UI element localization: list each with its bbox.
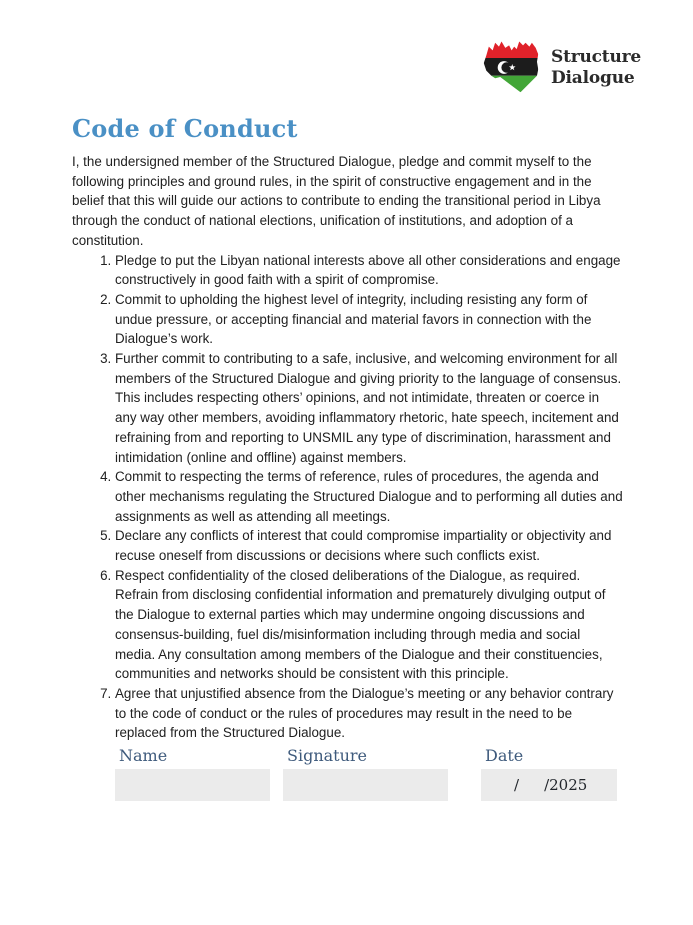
rules-list: [72, 251, 624, 744]
signature-label: Signature: [287, 746, 368, 766]
list-item: 2. Commit to upholding the highest level of integrity, including resisting any form of undue pressure, or accepting financial and material favors in connection with the Dialogue’s work.: [115, 290, 624, 349]
list-item: 4. Commit to respecting the terms of reference, rules of procedures, the agenda and other mechanisms regulating the Structured Dialogue and to performing all duties and assignments as well as attending all meetings.: [115, 467, 624, 526]
name-input[interactable]: [115, 769, 270, 801]
list-item: 6. Respect confidentiality of the closed deliberations of the Dialogue, as required. Refrain from disclosing confidential information and prematurely divulging output of the Dialogue to external parties which may undermine ongoing discussions and consensus-building, fuel dis/misinformation including through media and social media. Any consultation among members of the Dialogue and their constituencies, communities and networks should be consistent with this principle.: [115, 566, 624, 684]
date-label: Date: [485, 746, 524, 766]
logo-wordmark-line1: Structure: [551, 46, 641, 67]
list-item: 7. Agree that unjustified absence from the Dialogue’s meeting or any behavior contrary to the code of conduct or the rules of procedures may result in the need to be replaced from the Structured Dialogue.: [115, 684, 624, 743]
structure-dialogue-logo: [480, 39, 641, 96]
signature-row: [72, 746, 624, 810]
date-field-group: [481, 746, 617, 801]
signature-field-group: [283, 746, 448, 801]
date-separator: /: [514, 776, 520, 795]
intro-paragraph: I, the undersigned member of the Structured Dialogue, pledge and commit myself to the following principles and ground rules, in the spirit of constructive engagement and in the belief that this will guide our actions to contribute to ending the transitional period in Libya through the conduct of national elections, unification of institutions, and adoption of a constitution.: [72, 154, 601, 248]
page-title: Code of Conduct: [72, 114, 298, 143]
list-item: 1. Pledge to put the Libyan national interests above all other considerations and engage constructively in good faith with a spirit of compromise.: [115, 251, 624, 290]
date-input[interactable]: [481, 769, 617, 801]
name-field-group: [115, 746, 270, 801]
libya-map-flag-icon: [480, 39, 542, 96]
list-item: 3. Further commit to contributing to a safe, inclusive, and welcoming environment for all members of the Structured Dialogue and giving priority to the language of consensus. This includes respecting others’ opinions, and not intimidate, threaten or coerce in any way other members, avoiding inflammatory rhetoric, hate speech, incitement and refraining from and reporting to UNSMIL any type of discrimination, harassment and intimidation (online and offline) against members.: [115, 349, 624, 467]
name-label: Name: [119, 746, 168, 766]
signature-input[interactable]: [283, 769, 448, 801]
date-year-text: /2025: [544, 776, 588, 795]
document-content: [72, 114, 624, 810]
list-item: 5. Declare any conflicts of interest that could compromise impartiality or objectivity and recuse oneself from discussions or decisions where such conflicts exist.: [115, 526, 624, 565]
logo-wordmark-line2: Dialogue: [551, 67, 635, 88]
logo-wordmark: [551, 47, 641, 88]
